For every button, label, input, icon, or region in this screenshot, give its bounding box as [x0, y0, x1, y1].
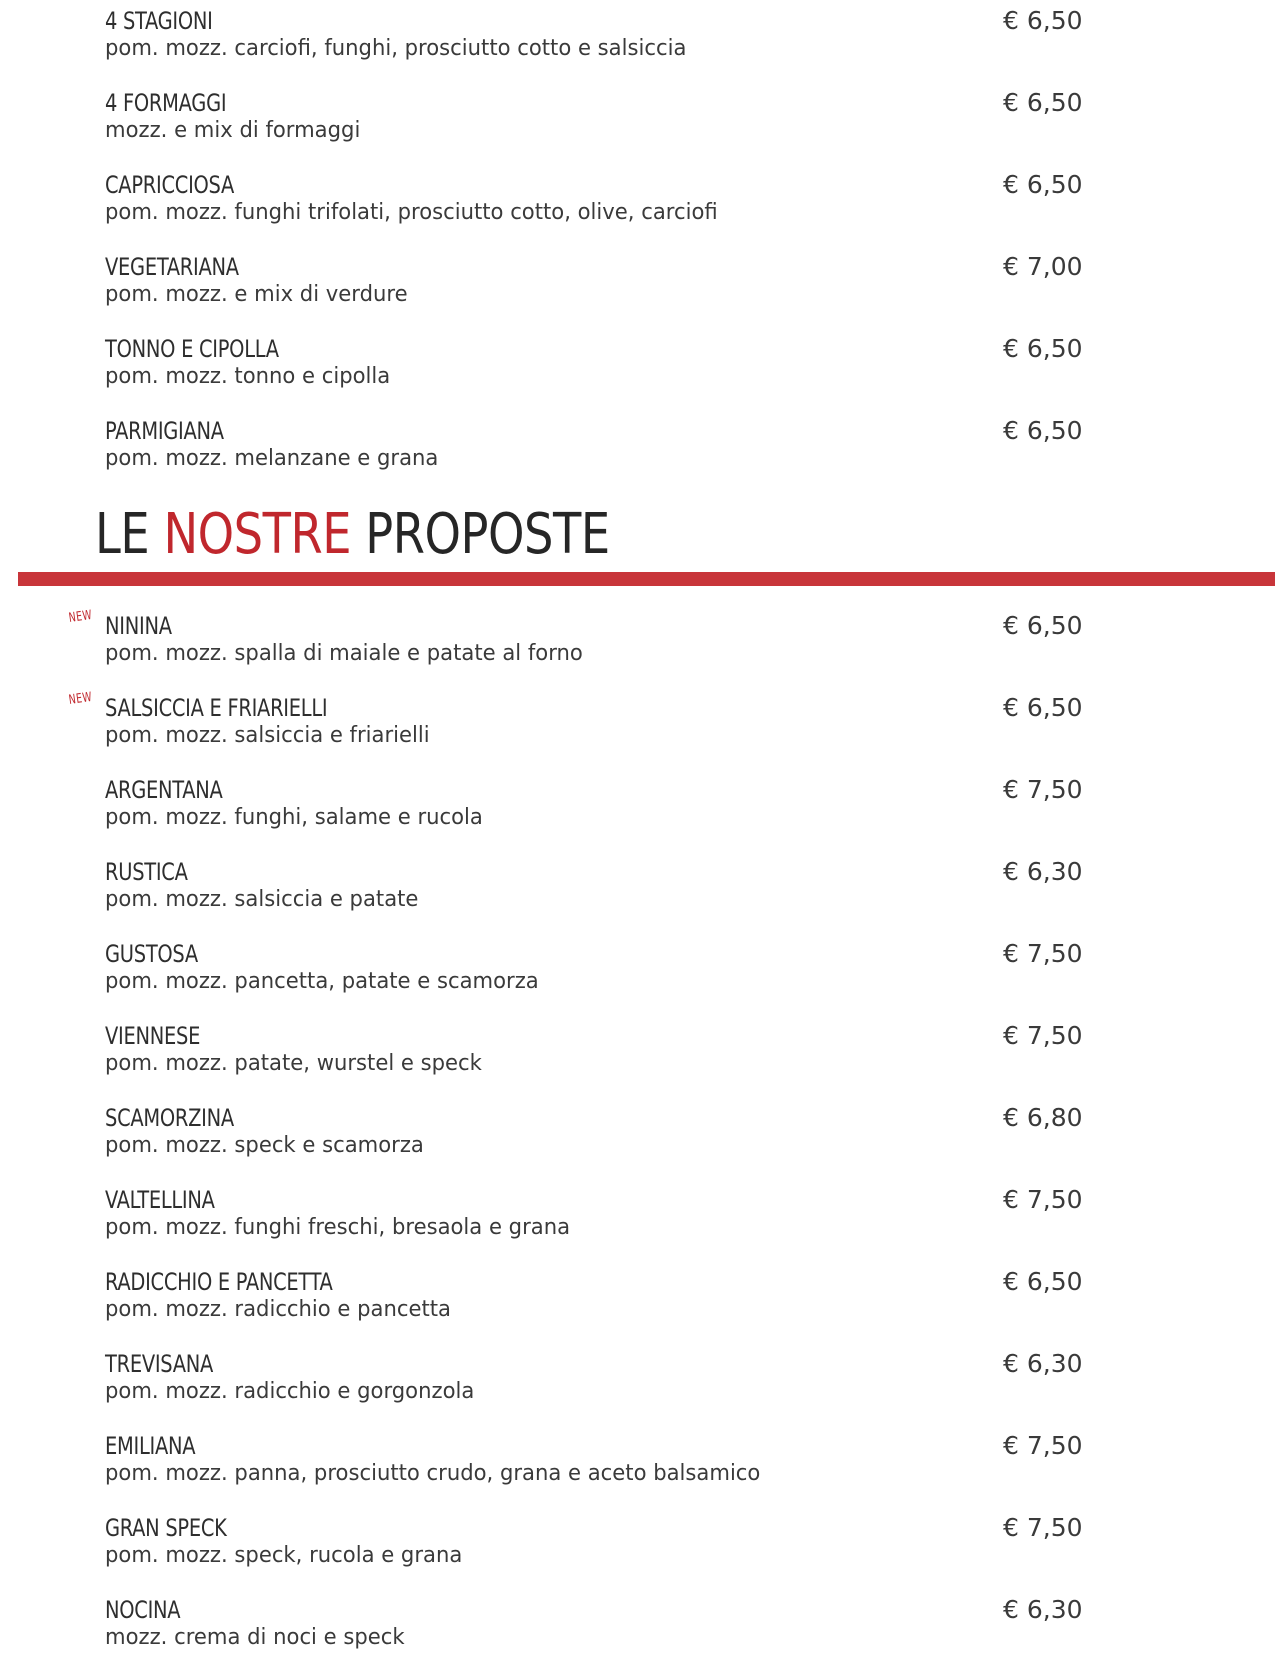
item-description: pom. mozz. funghi freschi, bresaola e grana	[105, 1215, 571, 1240]
item-price: € 6,30	[1003, 1349, 1083, 1378]
menu-item	[0, 1349, 1275, 1425]
item-description: pom. mozz. panna, prosciutto crudo, grana e aceto balsamico	[105, 1461, 761, 1486]
menu-item	[0, 88, 1275, 164]
item-name: SALSICCIA E FRIARIELLI	[105, 694, 328, 722]
heading-accent: NOSTRE	[163, 502, 352, 567]
item-price: € 7,50	[1003, 775, 1083, 804]
menu-item	[0, 689, 1275, 769]
menu-item	[0, 416, 1275, 492]
item-description: pom. mozz. pancetta, patate e scamorza	[105, 969, 539, 994]
item-name: TREVISANA	[105, 1350, 214, 1378]
menu-item	[0, 1185, 1275, 1261]
item-description: mozz. crema di noci e speck	[105, 1625, 405, 1650]
item-name: GRAN SPECK	[105, 1514, 227, 1542]
menu-item	[0, 1595, 1275, 1671]
menu-item	[0, 1513, 1275, 1589]
item-name: GUSTOSA	[105, 940, 198, 968]
item-name: NOCINA	[105, 1596, 181, 1624]
item-price: € 7,50	[1003, 1513, 1083, 1542]
menu-item	[0, 607, 1275, 687]
item-price: € 6,30	[1003, 857, 1083, 886]
item-price: € 7,50	[1003, 939, 1083, 968]
item-description: pom. mozz. funghi, salame e rucola	[105, 805, 483, 830]
item-name: EMILIANA	[105, 1432, 196, 1460]
menu-item	[0, 939, 1275, 1015]
item-price: € 6,50	[1003, 611, 1083, 640]
item-description: pom. mozz. e mix di verdure	[105, 282, 408, 307]
item-description: pom. mozz. salsiccia e friarielli	[105, 723, 430, 748]
item-price: € 7,00	[1003, 252, 1083, 281]
item-price: € 6,50	[1003, 170, 1083, 199]
item-price: € 6,80	[1003, 1103, 1083, 1132]
item-description: pom. mozz. speck e scamorza	[105, 1133, 424, 1158]
item-price: € 7,50	[1003, 1021, 1083, 1050]
item-description: pom. mozz. radicchio e gorgonzola	[105, 1379, 475, 1404]
item-name: RUSTICA	[105, 858, 188, 886]
item-name: PARMIGIANA	[105, 417, 224, 445]
item-price: € 6,50	[1003, 416, 1083, 445]
item-price: € 6,50	[1003, 693, 1083, 722]
item-description: pom. mozz. radicchio e pancetta	[105, 1297, 451, 1322]
menu-item	[0, 334, 1275, 410]
menu-item	[0, 252, 1275, 328]
item-description: pom. mozz. speck, rucola e grana	[105, 1543, 463, 1568]
item-price: € 7,50	[1003, 1185, 1083, 1214]
item-name: VALTELLINA	[105, 1186, 215, 1214]
menu-item	[0, 1103, 1275, 1179]
item-price: € 6,50	[1003, 88, 1083, 117]
menu-item	[0, 6, 1275, 82]
item-description: pom. mozz. spalla di maiale e patate al forno	[105, 641, 583, 666]
item-name: ARGENTANA	[105, 776, 223, 804]
item-name: 4 FORMAGGI	[105, 89, 227, 117]
heading-part-1: LE	[95, 502, 164, 567]
item-name: 4 STAGIONI	[105, 7, 213, 35]
new-badge: NEW	[67, 689, 94, 708]
new-badge: NEW	[67, 607, 94, 626]
menu-item	[0, 1267, 1275, 1343]
item-price: € 6,50	[1003, 1267, 1083, 1296]
menu-item	[0, 775, 1275, 851]
menu-item	[0, 170, 1275, 246]
item-price: € 6,50	[1003, 334, 1083, 363]
item-description: pom. mozz. tonno e cipolla	[105, 364, 391, 389]
item-price: € 7,50	[1003, 1431, 1083, 1460]
item-price: € 6,30	[1003, 1595, 1083, 1624]
section-heading	[95, 503, 610, 567]
section-divider	[18, 572, 1275, 586]
item-description: pom. mozz. patate, wurstel e speck	[105, 1051, 482, 1076]
item-name: VIENNESE	[105, 1022, 201, 1050]
menu-item	[0, 1021, 1275, 1097]
item-description: pom. mozz. melanzane e grana	[105, 446, 439, 471]
item-description: pom. mozz. funghi trifolati, prosciutto cotto, olive, carciofi	[105, 200, 718, 225]
item-name: SCAMORZINA	[105, 1104, 234, 1132]
item-description: mozz. e mix di formaggi	[105, 118, 361, 143]
item-name: RADICCHIO E PANCETTA	[105, 1268, 333, 1296]
item-name: TONNO E CIPOLLA	[105, 335, 279, 363]
item-description: pom. mozz. carciofi, funghi, prosciutto cotto e salsiccia	[105, 36, 687, 61]
item-description: pom. mozz. salsiccia e patate	[105, 887, 419, 912]
item-price: € 6,50	[1003, 6, 1083, 35]
item-name: VEGETARIANA	[105, 253, 239, 281]
menu-item	[0, 1431, 1275, 1507]
heading-part-3: PROPOSTE	[351, 502, 610, 567]
item-name: CAPRICCIOSA	[105, 171, 235, 199]
item-name: NININA	[105, 612, 172, 640]
menu-item	[0, 857, 1275, 933]
